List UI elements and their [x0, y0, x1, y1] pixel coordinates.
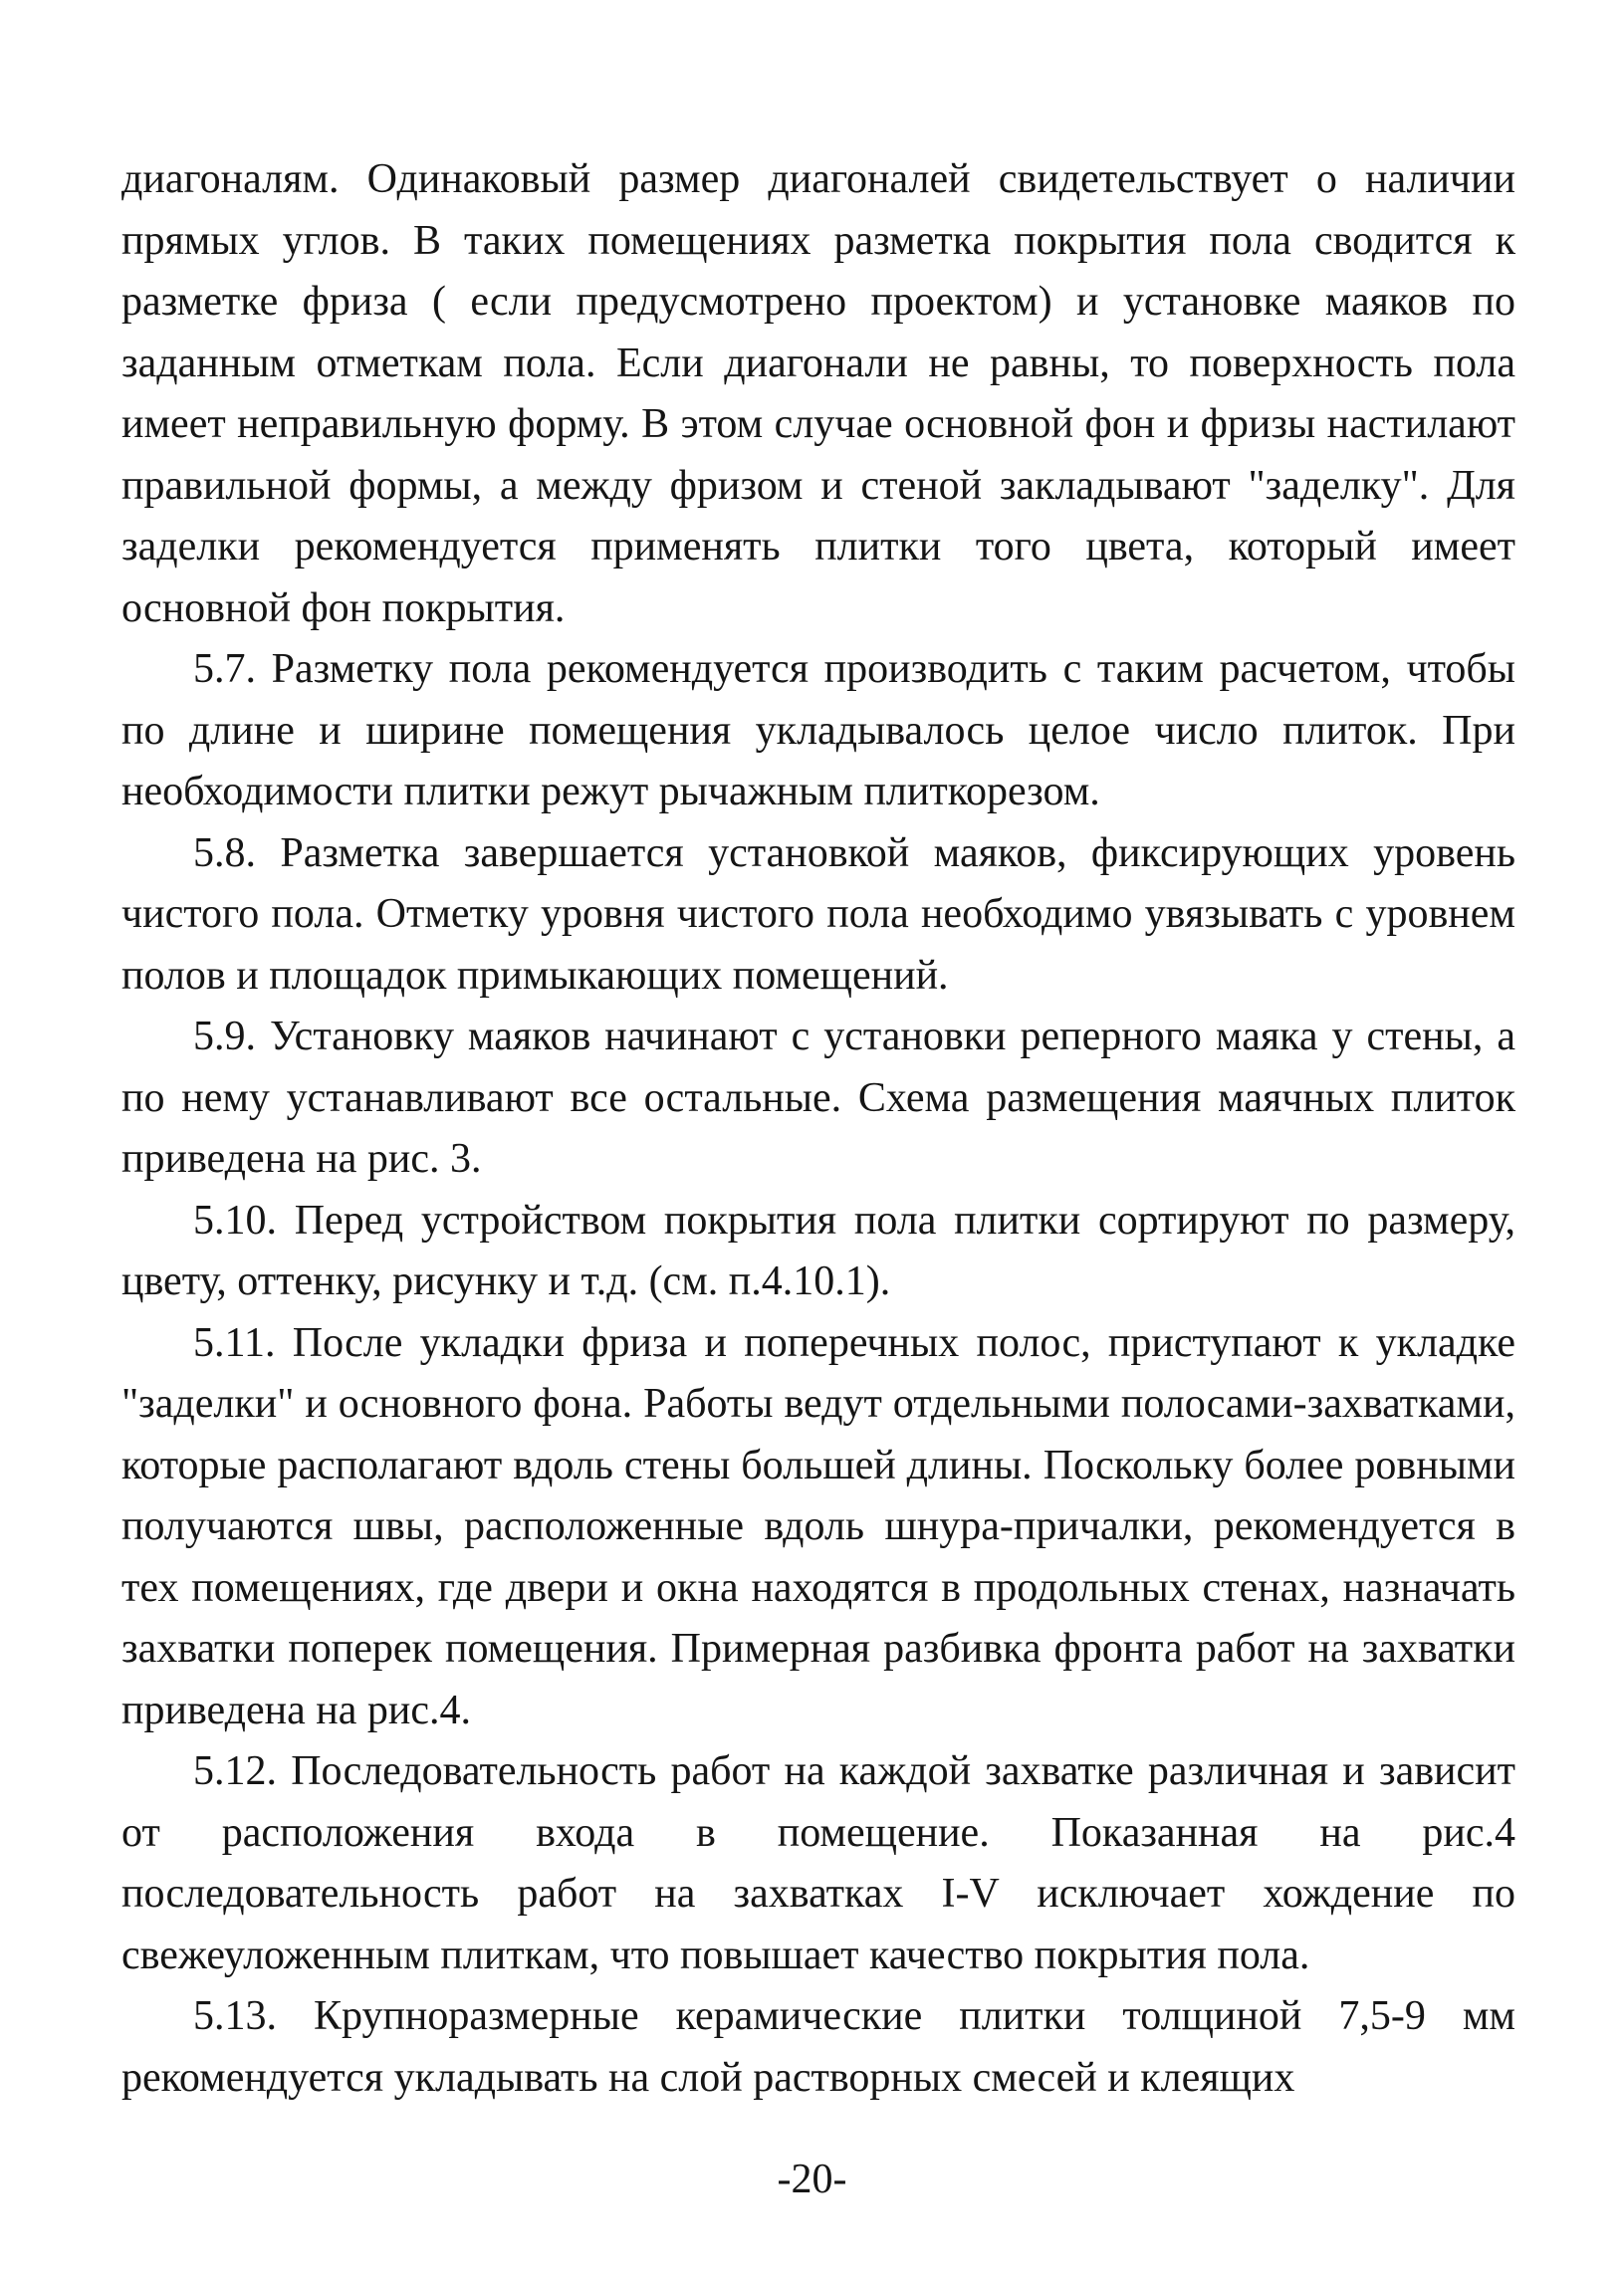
- paragraph-5-13: 5.13. Крупноразмерные керамические плитки толщиной 7,5-9 мм рекомендуется укладывать на слой растворных смесей и клеящих: [121, 1993, 1515, 2101]
- paragraph-5-9: 5.9. Установку маяков начинают с установки реперного маяка у стены, а по нему устанавливают все остальные. Схема размещения маячных плиток приведена на рис. 3.: [121, 1014, 1515, 1182]
- paragraph-diagonals: диагоналям. Одинаковый размер диагоналей свидетельствует о наличии прямых углов. В таких помещениях разметка покрытия пола сводится к разметке фриза ( если предусмотрено проектом) и установке маяков по заданным отметкам пола. Если диагонали не равны, то поверхность пола имеет неправильную форму. В этом случае основной фон и фризы настилают правильной формы, а между фризом и стеной закладывают "заделку". Для заделки рекомендуется применять плитки того цвета, который имеет основной фон покрытия.: [121, 156, 1515, 631]
- paragraph-5-11: 5.11. После укладки фриза и поперечных полос, приступают к укладке "заделки" и основного фона. Работы ведут отдельными полосами-захватками, которые располагают вдоль стены большей длины. Поскольку более ровными получаются швы, расположенные вдоль шнура-причалки, рекомендуется в тех помещениях, где двери и окна находятся в продольных стенах, назначать захватки поперек помещения. Примерная разбивка фронта работ на захватки приведена на рис.4.: [121, 1319, 1515, 1733]
- page-number: -20-: [777, 2157, 847, 2202]
- paragraph-5-8: 5.8. Разметка завершается установкой маяков, фиксирующих уровень чистого пола. Отметку уровня чистого пола необходимо увязывать с уровнем полов и площадок примыкающих помещений.: [121, 829, 1515, 999]
- paragraph-5-7: 5.7. Разметку пола рекомендуется производить с таким расчетом, чтобы по длине и ширине помещения укладывалось целое число плиток. При необходимости плитки режут рычажным плиткорезом.: [121, 646, 1515, 814]
- document-body: [121, 149, 1515, 2109]
- paragraph-5-12: 5.12. Последовательность работ на каждой захватке различная и зависит от расположения входа в помещение. Показанная на рис.4 последовательность работ на захватках I-V исключает хождение по свежеуложенным плиткам, что повышает качество покрытия пола.: [121, 1748, 1515, 1978]
- paragraph-5-10: 5.10. Перед устройством покрытия пола плитки сортируют по размеру, цвету, оттенку, рисунку и т.д. (см. п.4.10.1).: [121, 1197, 1515, 1304]
